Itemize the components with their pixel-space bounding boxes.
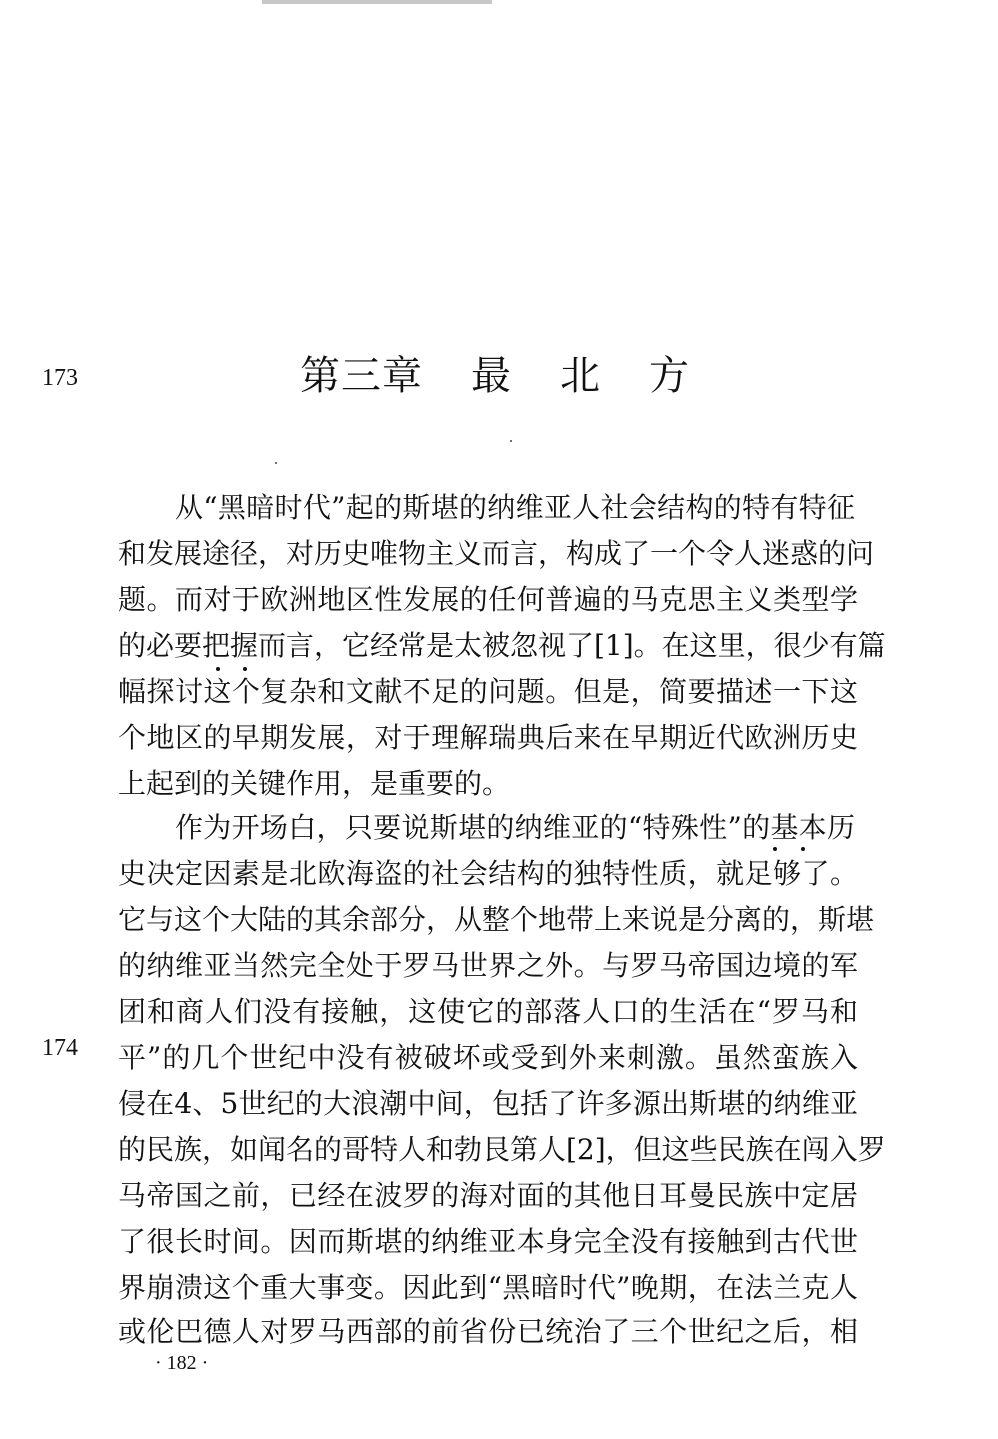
text-line: 作为开场白，只要说斯堪的纳维亚的“特殊性”的基本历 (175, 811, 855, 844)
text-line: 团和商人们没有接触，这使它的部落人口的生活在“罗马和 (118, 995, 858, 1028)
margin-page-number: 173 (42, 365, 78, 391)
text-line: 题。而对于欧洲地区性发展的任何普遍的马克思主义类型学 (118, 583, 858, 616)
text-line: 或伦巴德人对罗马西部的前省份已统治了三个世纪之后，相 (118, 1315, 858, 1348)
text-line: 的必要把握而言，它经常是太被忽视了[1]。在这里，很少有篇 (118, 629, 886, 662)
emphasis-dot (243, 667, 247, 671)
emphasis-dot (216, 667, 220, 671)
scan-speck (510, 440, 512, 442)
text-line: 个地区的早期发展，对于理解瑞典后来在早期近代欧洲历史 (118, 721, 858, 754)
text-line: 的民族，如闻名的哥特人和勃艮第人[2]，但这些民族在闯入罗 (118, 1133, 886, 1166)
text-line: 它与这个大陆的其余部分，从整个地带上来说是分离的，斯堪 (118, 903, 875, 936)
text-line: 了很长时间。因而斯堪的纳维亚本身完全没有接触到古代世 (118, 1225, 858, 1258)
text-line: 和发展途径，对历史唯物主义而言，构成了一个令人迷惑的问 (118, 537, 875, 570)
scan-artifact-rule (262, 0, 492, 4)
emphasis-dot (801, 847, 805, 851)
text-line: 界崩溃这个重大事变。因此到“黑暗时代”晚期，在法兰克人 (118, 1271, 858, 1304)
text-line: 从“黑暗时代”起的斯堪的纳维亚人社会结构的特有特征 (175, 491, 855, 524)
page-number: · 182 · (155, 1352, 209, 1374)
title-char: 方 (649, 353, 690, 399)
chapter-title (300, 352, 700, 400)
title-char: 北 (560, 353, 601, 399)
title-char: 最 (471, 353, 512, 399)
emphasis-dot (773, 847, 777, 851)
text-line: 侵在4、5世纪的大浪潮中间，包括了许多源出斯堪的纳维亚 (118, 1087, 858, 1120)
text-line: 上起到的关键作用，是重要的。 (118, 767, 511, 800)
text-line: 的纳维亚当然完全处于罗马世界之外。与罗马帝国边境的军 (118, 949, 858, 982)
text-line: 幅探讨这个复杂和文献不足的问题。但是，简要描述一下这 (118, 675, 858, 708)
text-line: 平”的几个世纪中没有被破坏或受到外来刺激。虽然蛮族入 (118, 1041, 858, 1074)
scan-speck (275, 462, 277, 464)
text-line: 马帝国之前，已经在波罗的海对面的其他日耳曼民族中定居 (118, 1179, 858, 1212)
margin-page-number: 174 (42, 1035, 78, 1061)
text-line: 史决定因素是北欧海盗的社会结构的独特性质，就足够了。 (118, 857, 858, 890)
chapter-number: 第三章 (300, 353, 423, 399)
